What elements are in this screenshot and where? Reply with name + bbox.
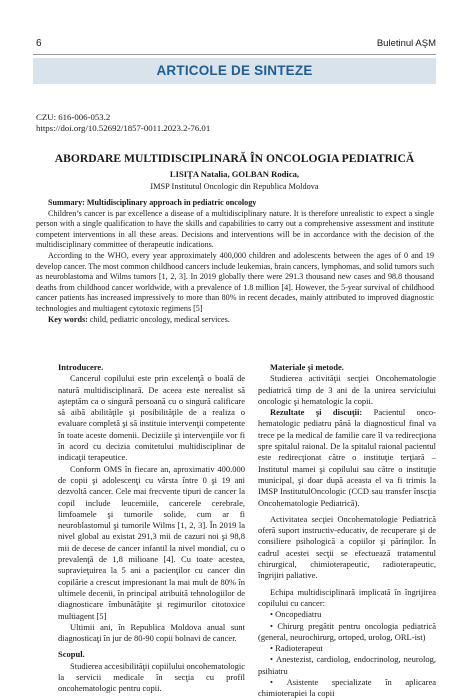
abstract-paragraph: Children’s cancer is par excellence a disease of a multidisciplinary nature. It is therefore unrealistic to expect a single person with a single qualification to have the skills and capabilities to carry out a comprehensive assessment and institute competent interventions in all these areas. Decisions and interventions will be in accordance with the decision of the multidisciplinary committee of therapeutic indications. [36, 208, 434, 250]
list-item: • Asistente specializate în aplicarea chimioterapiei la copii [258, 677, 436, 700]
body-paragraph: Studierea activităţii secţiei Oncohematologie pediatrică timp de 3 ani de la unirea serviciului oncologic şi hematologic la copii. [258, 373, 436, 406]
article-authors: LISIŢA Natalia, GOLBAN Rodica, [169, 169, 300, 179]
udc-code: CZU: 616-006-053.2 [36, 112, 111, 122]
header-rule [33, 54, 436, 55]
results-paragraph [258, 407, 436, 509]
journal-name: Buletinul AŞM [376, 38, 436, 49]
team-intro: Echipa multidisciplinară implicată în îngrijirea copilului cu cancer: [258, 586, 436, 608]
body-paragraph: Cancerul copilului este prin excelenţă o boală de natură multidisciplinară. De aceea este nerealist să aşteptăm ca o singură persoană cu o singură calificare să aibă abilităţile şi posibilităţile de a realiza o evaluare completă şi să instituie intervenţii competente în toate aceste domenii. Deciziile şi intervenţiile vor fi în acord cu decizia comitetului multidisciplinar de indicaţii terapeutice. [58, 373, 245, 463]
keywords-label: Key words: [48, 314, 88, 324]
list-item: • Chirurg pregătit pentru oncologia pediatrică (general, neurochirurg, ortoped, urolog, ORL-ist) [258, 621, 436, 644]
author-affiliation: IMSP Institutul Oncologic din Republica Moldova [150, 182, 319, 191]
body-paragraph: Activitatea secţiei Oncohematologie Pediatrică oferă suport instructiv-educativ, de recuperare şi de consiliere psihologică a copiilor şi părinţilor. În cadrul acestei secţii se efectuează tratamentul chirurgical, chimioterapeutic, radioterapeutic, îngrijiri paliative. [258, 513, 436, 581]
doi-link[interactable]: https://doi.org/10.52692/1857-0011.2023.2-76.01 [36, 123, 211, 133]
intro-heading: Introducere. [58, 362, 104, 372]
page-number: 6 [36, 38, 42, 49]
abstract [36, 198, 434, 325]
list-item: • Anestezist, cardiolog, endocrinolog, neurolog, psihiatru [258, 654, 436, 677]
right-column [258, 362, 436, 700]
results-heading: Rezultate şi discuţii: [270, 407, 363, 418]
keywords: child, pediatric oncology, medical services. [89, 314, 230, 324]
methods-heading: Materiale şi metode. [270, 362, 344, 372]
body-paragraph: Ultimii ani, în Republica Moldova anual sunt diagnosticaţi în jur de 80-90 copii bolnavi de cancer. [58, 621, 245, 644]
scope-heading: Scopul. [58, 649, 85, 660]
summary-title: Multidisciplinary approach in pediatric oncology [86, 198, 257, 207]
list-item: • Oncopediatru [258, 609, 436, 620]
article-title: ABORDARE MULTIDISCIPLINARĂ ÎN ONCOLOGIA PEDIATRICĂ [54, 152, 415, 165]
abstract-paragraph: According to the WHO, every year approximately 400,000 children and adolescents between the ages of 0 and 19 develop cancer. The most common childhood cancers include leukemias, brain cancers, lymphomas, and solid tumors such as neuroblastoma and Wilms tumors [1, 2, 3]. In 2019 globally there were 291.3 thousand new cases and 98.8 thousand deaths from childhood cancer worldwide, with a prevalence of 1.8 million [4]. However, the 5-year survival of childhood cancer patients has increased impressively to more than 80% in recent decades, mainly attributed to improved diagnostic technologies and multiagent cytotoxic regimens [5] [36, 250, 434, 313]
keywords-line [36, 315, 434, 326]
body-paragraph: Conform OMS în fiecare an, aproximativ 400.000 de copii şi adolescenţi cu vârsta între 0 şi 19 ani dezvoltă cancer. Cele mai frecvente tipuri de cancer la copil include leucemiile, cancerele cerebrale, limfoamele şi tumorile solide, cum ar fi neuroblastomul şi tumorile Wilms [1, 2, 3]. În 2019 la nivel global au existat 291,3 mii de cazuri noi şi 98,8 mii de decese de cancer infantil la nivel mondial, cu o prevalenţă de 1,8 milioane [4]. Cu toate acestea, supravieţuirea la 5 ani a pacienţilor cu cancer din copilărie a crescut impresionant la mai mult de 80% în ultimele decenii, în principal atribuită tehnologiilor de diagnosticare îmbunătăţite şi regimurilor citotoxice multiagent [5] [58, 463, 245, 621]
list-item: • Radioterapeut [258, 643, 436, 654]
left-column [58, 362, 245, 695]
section-banner: ARTICOLE DE SINTEZE [33, 58, 436, 84]
team-list [258, 609, 436, 699]
results-text: Pacientul onco-hematologic pediatru până la diagnosticul final va trece pe la medical de familie care îl va redirecţiona spre spitalul raional. De la spitalul raional pacientul este redirecţionat către o instituţie terţiară – Institutul mamei şi copilului sau către o instituţie municipal, şi doar după aceasta el va fi trimis la IMSP InstitutulOncologic (CCD sau transfer înscţia Oncohematologie Pediatrică). [258, 407, 437, 508]
summary-line [36, 198, 434, 209]
summary-label: Summary: [48, 198, 85, 207]
body-paragraph: Studierea accesibilităţii copiilului oncohematologic la servicii medicale în secţia cu profil oncohematologic pentru copii. [58, 660, 245, 694]
article-identifiers [36, 112, 210, 134]
